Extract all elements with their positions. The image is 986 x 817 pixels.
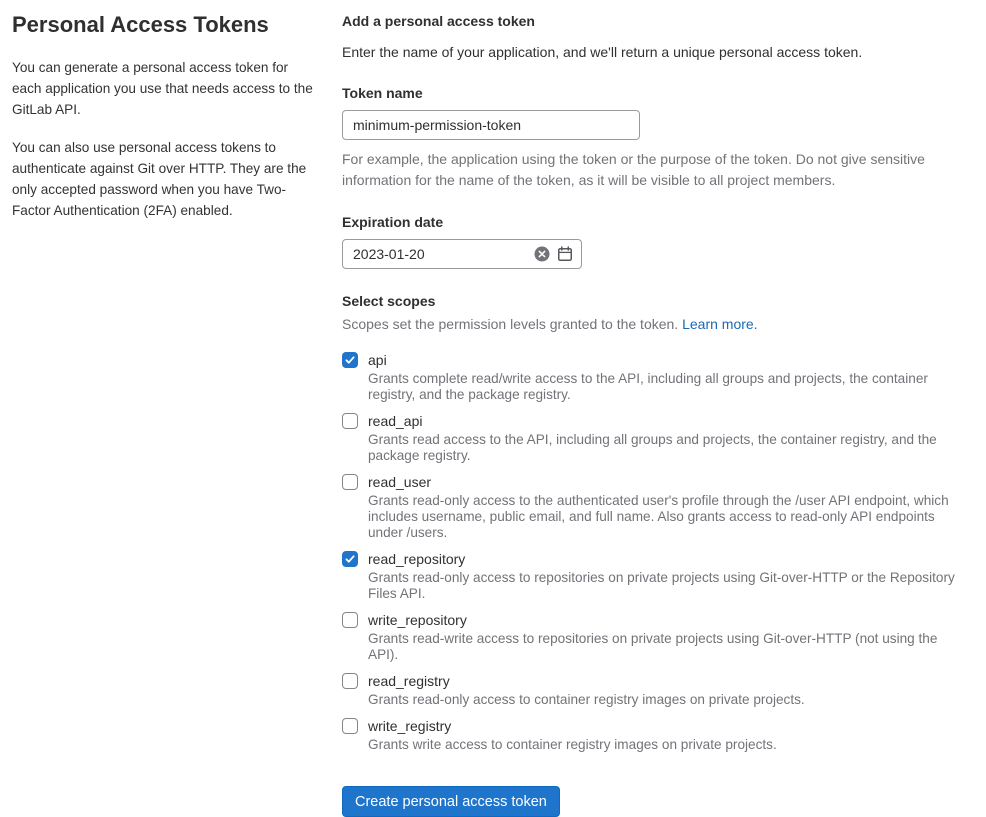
scope-checkbox-write_registry[interactable] bbox=[342, 718, 358, 734]
form-subheading: Enter the name of your application, and we'll return a unique personal access token. bbox=[342, 44, 863, 60]
scope-description: Grants read-only access to the authenticated user's profile through the /user API endpoint, which includes username, public email, and full name. Also grants access to read-only API endpoints under /users. bbox=[368, 493, 949, 540]
page-description-column bbox=[12, 12, 315, 817]
scope-description: Grants read access to the API, including all groups and projects, the container registry, and the package registry. bbox=[368, 432, 937, 463]
token-name-label: Token name bbox=[342, 85, 423, 101]
scope-checkbox-write_repository[interactable] bbox=[342, 612, 358, 628]
scopes-help-sentence: Scopes set the permission levels granted to the token. bbox=[342, 316, 679, 332]
scope-row bbox=[342, 350, 963, 403]
scope-description: Grants write access to container registry images on private projects. bbox=[368, 737, 777, 752]
scope-label[interactable]: write_repository bbox=[368, 612, 467, 628]
scope-label[interactable]: read_api bbox=[368, 413, 423, 429]
select-scopes-label: Select scopes bbox=[342, 293, 436, 309]
form-heading: Add a personal access token bbox=[342, 13, 535, 29]
circle-x-icon[interactable] bbox=[534, 246, 550, 262]
scope-checkbox-read_user[interactable] bbox=[342, 474, 358, 490]
scopes-list bbox=[342, 350, 963, 753]
learn-more-link[interactable]: Learn more. bbox=[682, 316, 758, 332]
scope-row bbox=[342, 472, 963, 541]
scope-checkbox-read_repository[interactable] bbox=[342, 551, 358, 567]
scope-label[interactable]: read_repository bbox=[368, 551, 466, 567]
expiration-date-field bbox=[342, 239, 582, 269]
add-token-form bbox=[342, 12, 963, 817]
scope-checkbox-read_api[interactable] bbox=[342, 413, 358, 429]
scope-label[interactable]: read_user bbox=[368, 474, 432, 490]
page-intro-paragraph-1: You can generate a personal access token for each application you use that needs access to the GitLab API. bbox=[12, 60, 313, 118]
expiration-date-icons bbox=[534, 239, 573, 269]
scope-row bbox=[342, 671, 963, 708]
scopes-help-text bbox=[342, 314, 963, 334]
scope-label[interactable]: read_registry bbox=[368, 673, 450, 689]
scope-description: Grants read-only access to repositories on private projects using Git-over-HTTP or the Repository Files API. bbox=[368, 570, 955, 601]
scope-row bbox=[342, 411, 963, 464]
create-token-button[interactable]: Create personal access token bbox=[342, 786, 560, 817]
scope-description: Grants read-only access to container registry images on private projects. bbox=[368, 692, 805, 707]
scope-row bbox=[342, 610, 963, 663]
token-name-help: For example, the application using the token or the purpose of the token. Do not give sensitive information for the name of the token, as it will be visible to all project members. bbox=[342, 151, 925, 188]
expiration-date-label: Expiration date bbox=[342, 214, 444, 230]
scope-description: Grants complete read/write access to the API, including all groups and projects, the container registry, and the package registry. bbox=[368, 371, 928, 402]
token-name-input[interactable] bbox=[342, 110, 640, 140]
scope-checkbox-read_registry[interactable] bbox=[342, 673, 358, 689]
calendar-icon[interactable] bbox=[557, 246, 573, 262]
scope-checkbox-api[interactable] bbox=[342, 352, 358, 368]
scope-row bbox=[342, 549, 963, 602]
page-intro-paragraph-2: You can also use personal access tokens to authenticate against Git over HTTP. They are the only accepted password when you have Two-Factor Authentication (2FA) enabled. bbox=[12, 140, 307, 219]
scope-description: Grants read-write access to repositories on private projects using Git-over-HTTP (not using the API). bbox=[368, 631, 938, 662]
scope-label[interactable]: write_registry bbox=[368, 718, 452, 734]
page-title: Personal Access Tokens bbox=[12, 12, 269, 37]
scope-label[interactable]: api bbox=[368, 352, 387, 368]
scope-row bbox=[342, 716, 963, 753]
